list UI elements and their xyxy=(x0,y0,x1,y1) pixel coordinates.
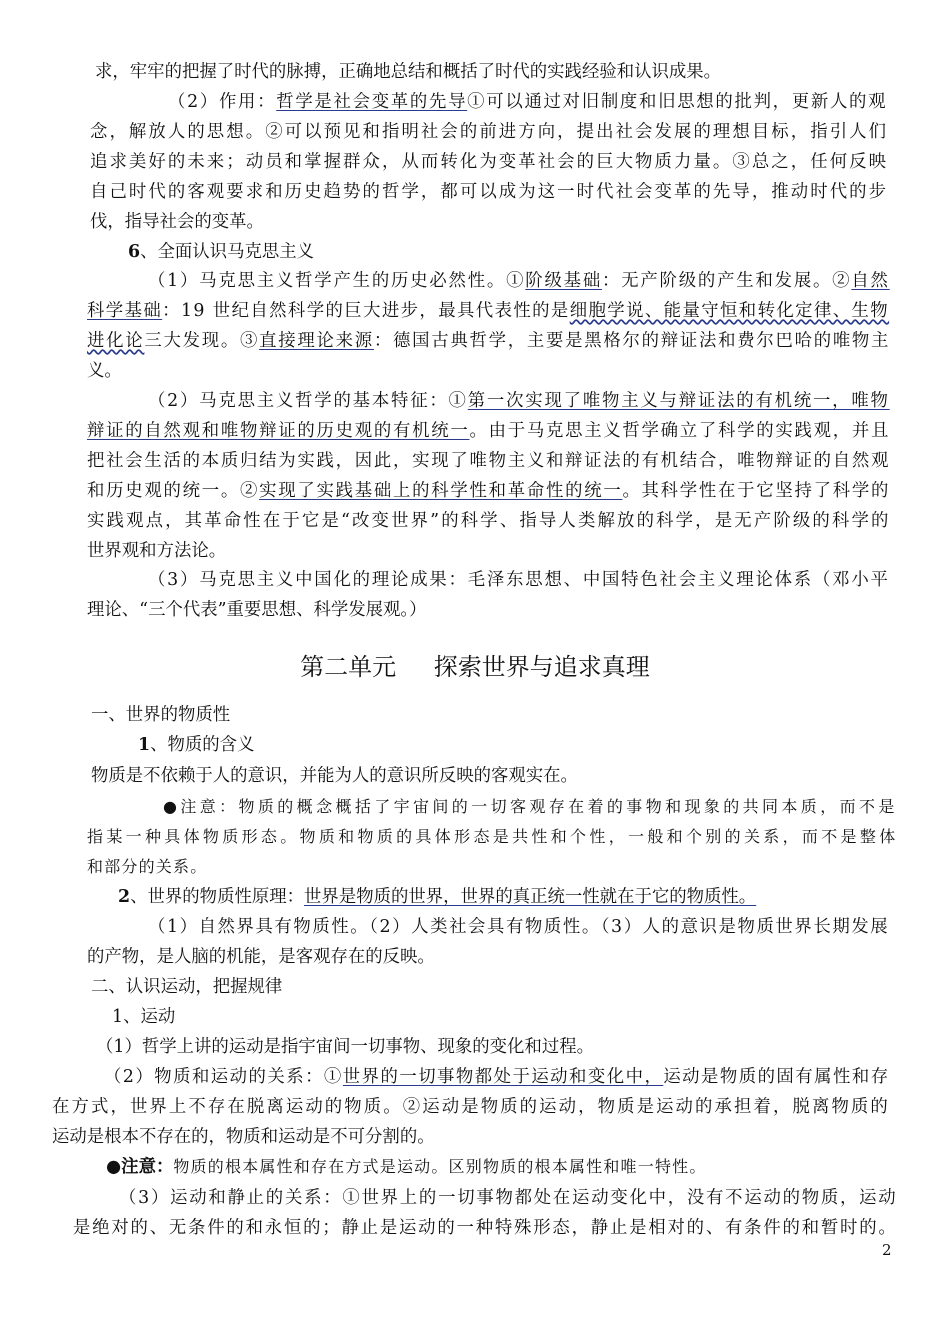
underlined-text: 第一次实现了唯物主义与辩证法的有机统一，唯物 xyxy=(467,391,890,411)
text-segment: 在方式，世界上不存在脱离运动的物质。②运动是物质的运动，物质是运动的承担着，脱离物质的 xyxy=(52,1097,890,1117)
underlined-text: 阶级基础 xyxy=(525,271,603,291)
text-segment: （3）马克思主义中国化的理论成果：毛泽东思想、中国特色社会主义理论体系（邓小平 xyxy=(148,570,890,590)
text-segment: 把社会生活的本质归结为实践，因此，实现了唯物主义和辩证法的有机结合，唯物辩证的自然观 xyxy=(87,451,891,471)
text-line xyxy=(168,87,887,117)
page-number: 2 xyxy=(882,1241,892,1259)
text-line xyxy=(87,296,889,326)
text-segment: 1 xyxy=(138,735,151,755)
text-segment: 追求美好的未来；动员和掌握群众，从而转化为变革社会的巨大物质力量。③总之，任何反映 xyxy=(90,152,889,172)
text-line xyxy=(90,147,888,177)
underlined-text: 辩证的自然观和唯物辩证的历史观的有机统一 xyxy=(87,421,470,441)
text-segment: （3）运动和静止的关系：①世界上的一切事物都处在运动变化中，没有不运动的物质，运动 xyxy=(119,1188,898,1208)
text-segment: 义。 xyxy=(87,361,122,381)
text-segment: 念，解放人的思想。②可以预见和指明社会的前进方向，提出社会发展的理想目标，指引人们 xyxy=(90,122,889,142)
text-line xyxy=(91,972,282,1002)
text-segment: （2）物质和运动的关系：① xyxy=(104,1067,343,1087)
text-segment: 实践观点，其革命性在于它是“改变世界”的科学、指导人类解放的科学，是无产阶级的科学的 xyxy=(87,511,891,531)
text-segment: 自己时代的客观要求和历史趋势的哲学，都可以成为这一时代社会变革的先导，推动时代的步 xyxy=(90,182,889,202)
text-line xyxy=(87,446,890,476)
text-segment: ：德国古典哲学，主要是黑格尔的辩证法和费尔巴哈的唯物主 xyxy=(373,331,891,351)
text-segment: 伐，指导社会的变革。 xyxy=(90,212,264,232)
text-segment: 、物质的含义 xyxy=(150,735,255,755)
underlined-text: 直接理论来源 xyxy=(259,331,374,351)
text-segment: 二、认识运动，把握规律 xyxy=(91,977,283,997)
text-line xyxy=(138,730,254,760)
text-segment: 2 xyxy=(118,887,131,907)
text-segment: 理论、“三个代表”重要思想、科学发展观。） xyxy=(87,600,427,620)
text-segment: 、世界的物质性原理： xyxy=(130,887,305,907)
underlined-text: 哲学是社会变革的先导 xyxy=(276,92,468,112)
text-line xyxy=(118,882,756,912)
text-segment: ●注意： xyxy=(106,1157,174,1177)
text-segment: 、全面认识马克思主义 xyxy=(140,242,315,262)
text-line xyxy=(87,595,427,625)
text-line xyxy=(119,1183,897,1213)
text-line xyxy=(95,57,721,87)
text-line xyxy=(87,852,207,882)
text-segment: （1）自然界具有物质性。（2）人类社会具有物质性。（3）人的意识是物质世界长期发展 xyxy=(148,917,890,937)
text-line xyxy=(148,912,889,942)
text-line xyxy=(90,117,888,147)
text-line xyxy=(106,1152,707,1182)
text-segment: 运动是物质的固有属性和存 xyxy=(663,1067,890,1087)
text-segment: ①可以通过对旧制度和旧思想的批判，更新人的观 xyxy=(467,92,888,112)
text-line xyxy=(112,1002,175,1032)
text-segment: ：19 世纪自然科学的巨大进步，最具代表性的是 xyxy=(162,301,570,321)
text-line xyxy=(104,1062,890,1092)
text-line xyxy=(87,942,435,972)
text-segment: 。其科学性在于它坚持了科学的 xyxy=(622,481,891,501)
text-line xyxy=(90,207,264,237)
text-segment: 的产物，是人脑的机能，是客观存在的反映。 xyxy=(87,947,435,967)
text-segment: ：无产阶级的产生和发展。② xyxy=(602,271,852,291)
text-segment: （1）马克思主义哲学产生的历史必然性。① xyxy=(148,271,526,291)
underlined-text: 实现了实践基础上的科学性和革命性的统一 xyxy=(259,481,623,501)
text-line xyxy=(87,822,899,852)
text-line xyxy=(91,761,578,791)
text-segment: 。由于马克思主义哲学确立了科学的实践观，并且 xyxy=(469,421,891,441)
text-line xyxy=(87,326,890,356)
text-segment: 世界观和方法论。 xyxy=(87,541,227,561)
text-line xyxy=(52,1122,435,1152)
text-line xyxy=(163,792,898,822)
text-line xyxy=(148,565,890,595)
text-segment: ●注意：物质的概念概括了宇宙间的一切客观存在着的事物和现象的共同本质，而不是 xyxy=(163,797,898,816)
text-line xyxy=(90,177,888,207)
underlined-text: 世界的一切事物都处于运动和变化中， xyxy=(342,1067,664,1087)
text-segment: （2）作用： xyxy=(168,92,277,112)
underlined-text: 科学基础 xyxy=(87,301,163,321)
text-line xyxy=(87,356,122,386)
text-line xyxy=(87,416,890,446)
text-segment: 6 xyxy=(128,242,141,262)
text-segment: 物质是不依赖于人的意识，并能为人的意识所反映的客观实在。 xyxy=(91,766,578,786)
text-segment: 物质的根本属性和存在方式是运动。区别物质的根本属性和唯一特性。 xyxy=(173,1157,707,1176)
underlined-text: 细胞学说、能量守恒和转化定律、生物 xyxy=(569,301,890,321)
text-segment: 1、运动 xyxy=(112,1007,176,1027)
text-line xyxy=(91,700,230,730)
text-segment: （2）马克思主义哲学的基本特征：① xyxy=(148,391,468,411)
text-segment: （1）哲学上讲的运动是指宇宙间一切事物、现象的变化和过程。 xyxy=(96,1037,595,1057)
text-segment: 一、世界的物质性 xyxy=(91,705,231,725)
text-segment: 是绝对的、无条件的和永恒的；静止是运动的一种特殊形态，静止是相对的、有条件的和暂时的。 xyxy=(73,1218,898,1238)
underlined-text: 自然 xyxy=(851,271,890,291)
text-line xyxy=(87,476,890,506)
text-segment: 和历史观的统一。② xyxy=(87,481,260,501)
text-segment: 三大发现。③ xyxy=(144,331,260,351)
text-segment: 和部分的关系。 xyxy=(87,857,208,876)
text-line xyxy=(96,1032,594,1062)
text-line xyxy=(52,1092,890,1122)
unit-title: 第二单元 探索世界与追求真理 xyxy=(300,653,650,681)
underlined-text: 世界是物质的世界，世界的真正统一性就在于它的物质性。 xyxy=(304,887,757,907)
text-segment: 运动是根本不存在的，物质和运动是不可分割的。 xyxy=(52,1127,435,1147)
text-line xyxy=(87,536,226,566)
text-line xyxy=(73,1213,898,1243)
text-segment: 指某一种具体物质形态。物质和物质的具体形态是共性和个性，一般和个别的关系，而不是整体 xyxy=(87,827,899,846)
text-segment: 求，牢牢的把握了时代的脉搏，正确地总结和概括了时代的实践经验和认识成果。 xyxy=(95,62,722,82)
underlined-text: 进化论 xyxy=(87,331,145,351)
text-line xyxy=(148,386,890,416)
text-line xyxy=(128,237,314,267)
text-line xyxy=(148,266,890,296)
text-line xyxy=(87,506,891,536)
